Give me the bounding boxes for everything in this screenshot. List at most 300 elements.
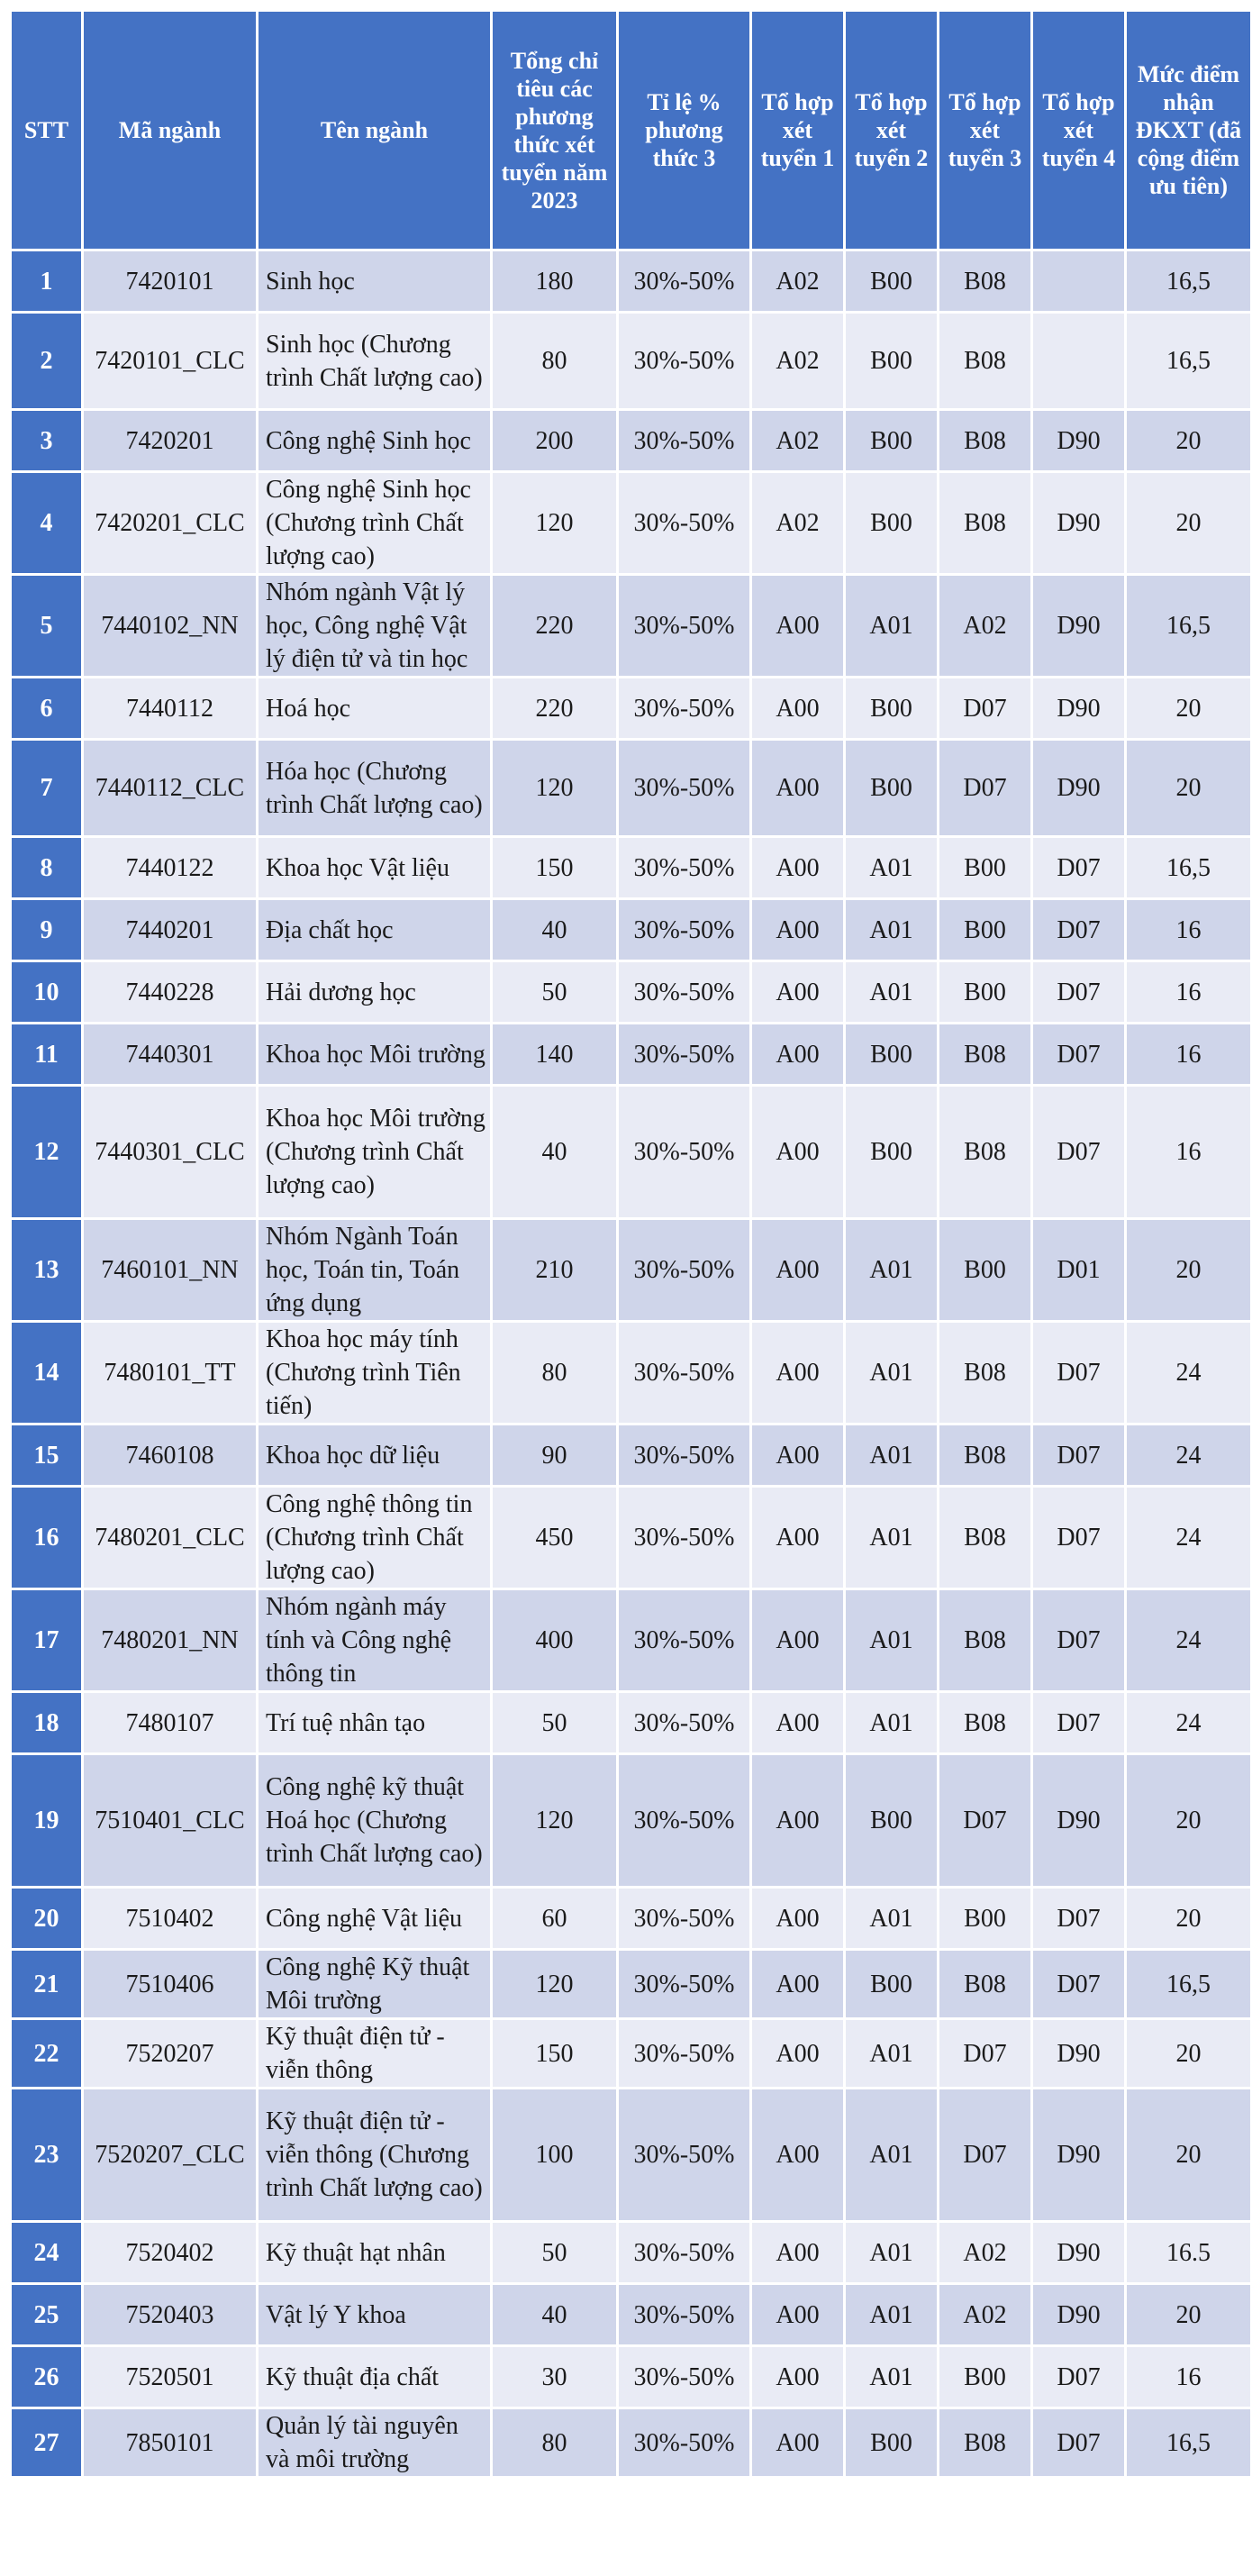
total-quota-cell: 180 xyxy=(493,251,616,311)
stt-cell: 26 xyxy=(12,2347,81,2407)
combination-3-cell: B00 xyxy=(939,1889,1030,1948)
combination-1-cell: A02 xyxy=(752,473,843,573)
method3-ratio-cell: 30%-50% xyxy=(619,1693,749,1752)
combination-2-cell: A01 xyxy=(846,1323,937,1423)
combination-2-cell: A01 xyxy=(846,1590,937,1690)
method3-ratio-cell: 30%-50% xyxy=(619,1951,749,2017)
combination-2-cell: A01 xyxy=(846,1889,937,1948)
total-quota-cell: 40 xyxy=(493,900,616,960)
combination-1-cell: A00 xyxy=(752,2347,843,2407)
combination-4-cell: D07 xyxy=(1033,1024,1124,1084)
major-name-cell: Nhóm Ngành Toán học, Toán tin, Toán ứng dụng xyxy=(259,1220,490,1320)
stt-cell: 19 xyxy=(12,1755,81,1886)
combination-2-cell: B00 xyxy=(846,1024,937,1084)
stt-cell: 4 xyxy=(12,473,81,573)
combination-3-cell: B08 xyxy=(939,473,1030,573)
combination-3-cell: D07 xyxy=(939,2020,1030,2087)
combination-2-cell: B00 xyxy=(846,2409,937,2476)
combination-2-cell: A01 xyxy=(846,2347,937,2407)
combination-4-cell: D01 xyxy=(1033,1220,1124,1320)
total-quota-cell: 150 xyxy=(493,2020,616,2087)
major-name-cell: Hoá học xyxy=(259,678,490,738)
table-row xyxy=(12,1590,1250,1690)
total-quota-cell: 100 xyxy=(493,2089,616,2220)
major-name-cell: Khoa học máy tính (Chương trình Tiên tiến) xyxy=(259,1323,490,1423)
combination-3-cell: B08 xyxy=(939,1951,1030,2017)
combination-4-cell xyxy=(1033,314,1124,408)
combination-3-cell: B08 xyxy=(939,1425,1030,1485)
combination-2-cell: A01 xyxy=(846,2020,937,2087)
min-score-cell: 24 xyxy=(1127,1590,1250,1690)
combination-1-cell: A00 xyxy=(752,1951,843,2017)
combination-3-cell: B08 xyxy=(939,411,1030,470)
major-code-cell: 7510402 xyxy=(84,1889,256,1948)
method3-ratio-cell: 30%-50% xyxy=(619,678,749,738)
combination-1-cell: A00 xyxy=(752,576,843,676)
min-score-cell: 20 xyxy=(1127,2089,1250,2220)
stt-cell: 2 xyxy=(12,314,81,408)
major-code-cell: 7520403 xyxy=(84,2285,256,2344)
major-name-cell: Địa chất học xyxy=(259,900,490,960)
table-row xyxy=(12,314,1250,408)
combination-4-cell: D07 xyxy=(1033,900,1124,960)
combination-2-cell: A01 xyxy=(846,838,937,897)
major-name-cell: Sinh học (Chương trình Chất lượng cao) xyxy=(259,314,490,408)
combination-1-cell: A00 xyxy=(752,2020,843,2087)
combination-1-cell: A02 xyxy=(752,251,843,311)
combination-2-cell: A01 xyxy=(846,962,937,1022)
combination-2-cell: B00 xyxy=(846,314,937,408)
major-code-cell: 7850101 xyxy=(84,2409,256,2476)
major-name-cell: Khoa học dữ liệu xyxy=(259,1425,490,1485)
header-stt: STT xyxy=(12,12,81,249)
method3-ratio-cell: 30%-50% xyxy=(619,2347,749,2407)
method3-ratio-cell: 30%-50% xyxy=(619,473,749,573)
stt-cell: 14 xyxy=(12,1323,81,1423)
min-score-cell: 16,5 xyxy=(1127,576,1250,676)
stt-cell: 23 xyxy=(12,2089,81,2220)
combination-2-cell: B00 xyxy=(846,741,937,835)
method3-ratio-cell: 30%-50% xyxy=(619,1889,749,1948)
min-score-cell: 20 xyxy=(1127,411,1250,470)
total-quota-cell: 220 xyxy=(493,576,616,676)
method3-ratio-cell: 30%-50% xyxy=(619,314,749,408)
combination-1-cell: A02 xyxy=(752,411,843,470)
total-quota-cell: 60 xyxy=(493,1889,616,1948)
major-code-cell: 7440301 xyxy=(84,1024,256,1084)
stt-cell: 17 xyxy=(12,1590,81,1690)
total-quota-cell: 40 xyxy=(493,1087,616,1217)
total-quota-cell: 50 xyxy=(493,1693,616,1752)
table-row xyxy=(12,2020,1250,2087)
total-quota-cell: 80 xyxy=(493,1323,616,1423)
combination-4-cell: D90 xyxy=(1033,411,1124,470)
combination-4-cell: D90 xyxy=(1033,1755,1124,1886)
major-code-cell: 7440112_CLC xyxy=(84,741,256,835)
combination-3-cell: B08 xyxy=(939,1590,1030,1690)
table-row xyxy=(12,1220,1250,1320)
method3-ratio-cell: 30%-50% xyxy=(619,2409,749,2476)
combination-2-cell: A01 xyxy=(846,1488,937,1588)
major-code-cell: 7520207 xyxy=(84,2020,256,2087)
combination-4-cell: D07 xyxy=(1033,1087,1124,1217)
major-name-cell: Hải dương học xyxy=(259,962,490,1022)
combination-1-cell: A00 xyxy=(752,1425,843,1485)
combination-3-cell: B00 xyxy=(939,900,1030,960)
major-name-cell: Kỹ thuật hạt nhân xyxy=(259,2223,490,2282)
major-code-cell: 7420201_CLC xyxy=(84,473,256,573)
method3-ratio-cell: 30%-50% xyxy=(619,2285,749,2344)
combination-1-cell: A00 xyxy=(752,2089,843,2220)
header-method3-ratio: Tỉ lệ % phương thức 3 xyxy=(619,12,749,249)
combination-1-cell: A00 xyxy=(752,741,843,835)
combination-2-cell: A01 xyxy=(846,576,937,676)
header-major-code: Mã ngành xyxy=(84,12,256,249)
combination-4-cell: D07 xyxy=(1033,2409,1124,2476)
table-row xyxy=(12,1024,1250,1084)
combination-1-cell: A00 xyxy=(752,2223,843,2282)
total-quota-cell: 150 xyxy=(493,838,616,897)
total-quota-cell: 50 xyxy=(493,2223,616,2282)
table-row xyxy=(12,576,1250,676)
stt-cell: 13 xyxy=(12,1220,81,1320)
table-row xyxy=(12,1755,1250,1886)
header-combination-2: Tổ hợp xét tuyển 2 xyxy=(846,12,937,249)
table-row xyxy=(12,2285,1250,2344)
combination-3-cell: D07 xyxy=(939,2089,1030,2220)
major-code-cell: 7440122 xyxy=(84,838,256,897)
major-name-cell: Nhóm ngành Vật lý học, Công nghệ Vật lý điện tử và tin học xyxy=(259,576,490,676)
major-code-cell: 7420201 xyxy=(84,411,256,470)
major-name-cell: Công nghệ Sinh học xyxy=(259,411,490,470)
combination-2-cell: B00 xyxy=(846,678,937,738)
table-row xyxy=(12,2409,1250,2476)
combination-2-cell: A01 xyxy=(846,2285,937,2344)
table-row xyxy=(12,678,1250,738)
stt-cell: 11 xyxy=(12,1024,81,1084)
major-name-cell: Quản lý tài nguyên và môi trường xyxy=(259,2409,490,2476)
combination-1-cell: A00 xyxy=(752,1087,843,1217)
combination-1-cell: A00 xyxy=(752,962,843,1022)
combination-3-cell: D07 xyxy=(939,1755,1030,1886)
major-code-cell: 7520207_CLC xyxy=(84,2089,256,2220)
min-score-cell: 20 xyxy=(1127,1755,1250,1886)
total-quota-cell: 120 xyxy=(493,1755,616,1886)
combination-4-cell: D90 xyxy=(1033,2020,1124,2087)
combination-3-cell: B08 xyxy=(939,1488,1030,1588)
combination-3-cell: B00 xyxy=(939,1220,1030,1320)
combination-3-cell: D07 xyxy=(939,741,1030,835)
min-score-cell: 16 xyxy=(1127,962,1250,1022)
combination-4-cell: D07 xyxy=(1033,1488,1124,1588)
major-name-cell: Nhóm ngành máy tính và Công nghệ thông tin xyxy=(259,1590,490,1690)
combination-3-cell: B00 xyxy=(939,2347,1030,2407)
table-row xyxy=(12,1488,1250,1588)
combination-4-cell: D90 xyxy=(1033,741,1124,835)
min-score-cell: 16,5 xyxy=(1127,314,1250,408)
min-score-cell: 16 xyxy=(1127,900,1250,960)
combination-2-cell: B00 xyxy=(846,473,937,573)
combination-2-cell: A01 xyxy=(846,900,937,960)
major-code-cell: 7480201_CLC xyxy=(84,1488,256,1588)
stt-cell: 10 xyxy=(12,962,81,1022)
min-score-cell: 24 xyxy=(1127,1323,1250,1423)
combination-4-cell: D90 xyxy=(1033,2223,1124,2282)
major-name-cell: Khoa học Vật liệu xyxy=(259,838,490,897)
method3-ratio-cell: 30%-50% xyxy=(619,251,749,311)
header-combination-1: Tổ hợp xét tuyển 1 xyxy=(752,12,843,249)
major-code-cell: 7510406 xyxy=(84,1951,256,2017)
combination-1-cell: A00 xyxy=(752,1889,843,1948)
stt-cell: 6 xyxy=(12,678,81,738)
combination-3-cell: A02 xyxy=(939,576,1030,676)
major-code-cell: 7440102_NN xyxy=(84,576,256,676)
combination-4-cell: D07 xyxy=(1033,1693,1124,1752)
table-row xyxy=(12,1425,1250,1485)
combination-4-cell: D07 xyxy=(1033,2347,1124,2407)
combination-2-cell: B00 xyxy=(846,251,937,311)
min-score-cell: 16,5 xyxy=(1127,1951,1250,2017)
admission-table xyxy=(9,9,1252,2479)
min-score-cell: 24 xyxy=(1127,1488,1250,1588)
method3-ratio-cell: 30%-50% xyxy=(619,1087,749,1217)
combination-4-cell: D07 xyxy=(1033,838,1124,897)
combination-2-cell: A01 xyxy=(846,2223,937,2282)
combination-3-cell: B08 xyxy=(939,251,1030,311)
method3-ratio-cell: 30%-50% xyxy=(619,2223,749,2282)
stt-cell: 16 xyxy=(12,1488,81,1588)
total-quota-cell: 220 xyxy=(493,678,616,738)
table-row xyxy=(12,473,1250,573)
header-combination-4: Tổ hợp xét tuyển 4 xyxy=(1033,12,1124,249)
major-name-cell: Công nghệ kỹ thuật Hoá học (Chương trình Chất lượng cao) xyxy=(259,1755,490,1886)
major-code-cell: 7520501 xyxy=(84,2347,256,2407)
method3-ratio-cell: 30%-50% xyxy=(619,1590,749,1690)
stt-cell: 22 xyxy=(12,2020,81,2087)
min-score-cell: 20 xyxy=(1127,1889,1250,1948)
major-code-cell: 7480107 xyxy=(84,1693,256,1752)
major-code-cell: 7440228 xyxy=(84,962,256,1022)
stt-cell: 21 xyxy=(12,1951,81,2017)
combination-4-cell: D07 xyxy=(1033,962,1124,1022)
table-row xyxy=(12,962,1250,1022)
table-row xyxy=(12,838,1250,897)
min-score-cell: 16,5 xyxy=(1127,838,1250,897)
combination-2-cell: A01 xyxy=(846,1220,937,1320)
combination-3-cell: D07 xyxy=(939,678,1030,738)
stt-cell: 15 xyxy=(12,1425,81,1485)
combination-2-cell: B00 xyxy=(846,1755,937,1886)
method3-ratio-cell: 30%-50% xyxy=(619,838,749,897)
combination-1-cell: A00 xyxy=(752,1693,843,1752)
table-row xyxy=(12,741,1250,835)
table-row xyxy=(12,411,1250,470)
method3-ratio-cell: 30%-50% xyxy=(619,2089,749,2220)
stt-cell: 12 xyxy=(12,1087,81,1217)
table-row xyxy=(12,2089,1250,2220)
min-score-cell: 20 xyxy=(1127,2020,1250,2087)
major-code-cell: 7510401_CLC xyxy=(84,1755,256,1886)
method3-ratio-cell: 30%-50% xyxy=(619,1220,749,1320)
major-code-cell: 7460108 xyxy=(84,1425,256,1485)
stt-cell: 18 xyxy=(12,1693,81,1752)
combination-3-cell: B08 xyxy=(939,2409,1030,2476)
total-quota-cell: 140 xyxy=(493,1024,616,1084)
stt-cell: 27 xyxy=(12,2409,81,2476)
min-score-cell: 20 xyxy=(1127,1220,1250,1320)
table-row xyxy=(12,1889,1250,1948)
combination-4-cell: D90 xyxy=(1033,2089,1124,2220)
combination-3-cell: A02 xyxy=(939,2223,1030,2282)
table-body xyxy=(12,251,1250,2476)
total-quota-cell: 120 xyxy=(493,741,616,835)
min-score-cell: 20 xyxy=(1127,2285,1250,2344)
min-score-cell: 24 xyxy=(1127,1693,1250,1752)
header-total-quota: Tổng chỉ tiêu các phương thức xét tuyển năm 2023 xyxy=(493,12,616,249)
method3-ratio-cell: 30%-50% xyxy=(619,1488,749,1588)
stt-cell: 1 xyxy=(12,251,81,311)
combination-4-cell: D07 xyxy=(1033,1425,1124,1485)
major-code-cell: 7520402 xyxy=(84,2223,256,2282)
combination-2-cell: A01 xyxy=(846,2089,937,2220)
major-name-cell: Vật lý Y khoa xyxy=(259,2285,490,2344)
major-name-cell: Kỹ thuật điện tử - viễn thông (Chương trình Chất lượng cao) xyxy=(259,2089,490,2220)
combination-3-cell: B08 xyxy=(939,1024,1030,1084)
method3-ratio-cell: 30%-50% xyxy=(619,411,749,470)
total-quota-cell: 90 xyxy=(493,1425,616,1485)
min-score-cell: 20 xyxy=(1127,741,1250,835)
method3-ratio-cell: 30%-50% xyxy=(619,1024,749,1084)
stt-cell: 24 xyxy=(12,2223,81,2282)
method3-ratio-cell: 30%-50% xyxy=(619,2020,749,2087)
table-row xyxy=(12,251,1250,311)
min-score-cell: 20 xyxy=(1127,473,1250,573)
combination-3-cell: B08 xyxy=(939,314,1030,408)
header-min-score: Mức điểm nhận ĐKXT (đã cộng điểm ưu tiên) xyxy=(1127,12,1250,249)
total-quota-cell: 50 xyxy=(493,962,616,1022)
table-row xyxy=(12,1693,1250,1752)
major-name-cell: Khoa học Môi trường xyxy=(259,1024,490,1084)
combination-1-cell: A00 xyxy=(752,1220,843,1320)
combination-4-cell: D90 xyxy=(1033,473,1124,573)
major-name-cell: Công nghệ thông tin (Chương trình Chất lượng cao) xyxy=(259,1488,490,1588)
combination-2-cell: B00 xyxy=(846,1087,937,1217)
major-name-cell: Công nghệ Kỹ thuật Môi trường xyxy=(259,1951,490,2017)
major-name-cell: Kỹ thuật điện tử - viễn thông xyxy=(259,2020,490,2087)
method3-ratio-cell: 30%-50% xyxy=(619,962,749,1022)
min-score-cell: 16.5 xyxy=(1127,2223,1250,2282)
header-major-name: Tên ngành xyxy=(259,12,490,249)
combination-3-cell: B00 xyxy=(939,962,1030,1022)
stt-cell: 8 xyxy=(12,838,81,897)
combination-1-cell: A00 xyxy=(752,678,843,738)
combination-4-cell: D07 xyxy=(1033,1889,1124,1948)
total-quota-cell: 450 xyxy=(493,1488,616,1588)
combination-2-cell: A01 xyxy=(846,1693,937,1752)
method3-ratio-cell: 30%-50% xyxy=(619,741,749,835)
stt-cell: 9 xyxy=(12,900,81,960)
major-name-cell: Trí tuệ nhân tạo xyxy=(259,1693,490,1752)
min-score-cell: 16 xyxy=(1127,2347,1250,2407)
min-score-cell: 20 xyxy=(1127,678,1250,738)
min-score-cell: 24 xyxy=(1127,1425,1250,1485)
stt-cell: 20 xyxy=(12,1889,81,1948)
min-score-cell: 16 xyxy=(1127,1087,1250,1217)
major-name-cell: Công nghệ Sinh học (Chương trình Chất lượng cao) xyxy=(259,473,490,573)
min-score-cell: 16,5 xyxy=(1127,251,1250,311)
header-row xyxy=(12,12,1250,249)
total-quota-cell: 400 xyxy=(493,1590,616,1690)
major-code-cell: 7480101_TT xyxy=(84,1323,256,1423)
combination-2-cell: B00 xyxy=(846,1951,937,2017)
combination-1-cell: A00 xyxy=(752,1590,843,1690)
combination-3-cell: B08 xyxy=(939,1087,1030,1217)
major-code-cell: 7460101_NN xyxy=(84,1220,256,1320)
combination-4-cell: D07 xyxy=(1033,1590,1124,1690)
combination-1-cell: A00 xyxy=(752,2285,843,2344)
stt-cell: 3 xyxy=(12,411,81,470)
combination-4-cell: D90 xyxy=(1033,2285,1124,2344)
combination-3-cell: B08 xyxy=(939,1323,1030,1423)
total-quota-cell: 200 xyxy=(493,411,616,470)
table-row xyxy=(12,2223,1250,2282)
major-code-cell: 7440112 xyxy=(84,678,256,738)
stt-cell: 25 xyxy=(12,2285,81,2344)
combination-3-cell: B00 xyxy=(939,838,1030,897)
min-score-cell: 16,5 xyxy=(1127,2409,1250,2476)
total-quota-cell: 80 xyxy=(493,314,616,408)
table-row xyxy=(12,1951,1250,2017)
major-code-cell: 7420101 xyxy=(84,251,256,311)
method3-ratio-cell: 30%-50% xyxy=(619,1425,749,1485)
combination-4-cell xyxy=(1033,251,1124,311)
combination-1-cell: A00 xyxy=(752,2409,843,2476)
major-name-cell: Hóa học (Chương trình Chất lượng cao) xyxy=(259,741,490,835)
major-code-cell: 7420101_CLC xyxy=(84,314,256,408)
major-name-cell: Công nghệ Vật liệu xyxy=(259,1889,490,1948)
method3-ratio-cell: 30%-50% xyxy=(619,1755,749,1886)
combination-1-cell: A00 xyxy=(752,900,843,960)
combination-4-cell: D90 xyxy=(1033,678,1124,738)
header-combination-3: Tổ hợp xét tuyển 3 xyxy=(939,12,1030,249)
total-quota-cell: 30 xyxy=(493,2347,616,2407)
total-quota-cell: 40 xyxy=(493,2285,616,2344)
combination-1-cell: A00 xyxy=(752,838,843,897)
table-row xyxy=(12,2347,1250,2407)
stt-cell: 7 xyxy=(12,741,81,835)
total-quota-cell: 120 xyxy=(493,473,616,573)
major-code-cell: 7440301_CLC xyxy=(84,1087,256,1217)
total-quota-cell: 120 xyxy=(493,1951,616,2017)
method3-ratio-cell: 30%-50% xyxy=(619,576,749,676)
method3-ratio-cell: 30%-50% xyxy=(619,900,749,960)
table-row xyxy=(12,900,1250,960)
stt-cell: 5 xyxy=(12,576,81,676)
combination-1-cell: A00 xyxy=(752,1488,843,1588)
method3-ratio-cell: 30%-50% xyxy=(619,1323,749,1423)
major-name-cell: Khoa học Môi trường (Chương trình Chất lượng cao) xyxy=(259,1087,490,1217)
combination-2-cell: B00 xyxy=(846,411,937,470)
major-code-cell: 7480201_NN xyxy=(84,1590,256,1690)
combination-1-cell: A00 xyxy=(752,1024,843,1084)
major-name-cell: Sinh học xyxy=(259,251,490,311)
major-name-cell: Kỹ thuật địa chất xyxy=(259,2347,490,2407)
total-quota-cell: 210 xyxy=(493,1220,616,1320)
major-code-cell: 7440201 xyxy=(84,900,256,960)
combination-4-cell: D07 xyxy=(1033,1323,1124,1423)
combination-1-cell: A00 xyxy=(752,1755,843,1886)
combination-4-cell: D90 xyxy=(1033,576,1124,676)
